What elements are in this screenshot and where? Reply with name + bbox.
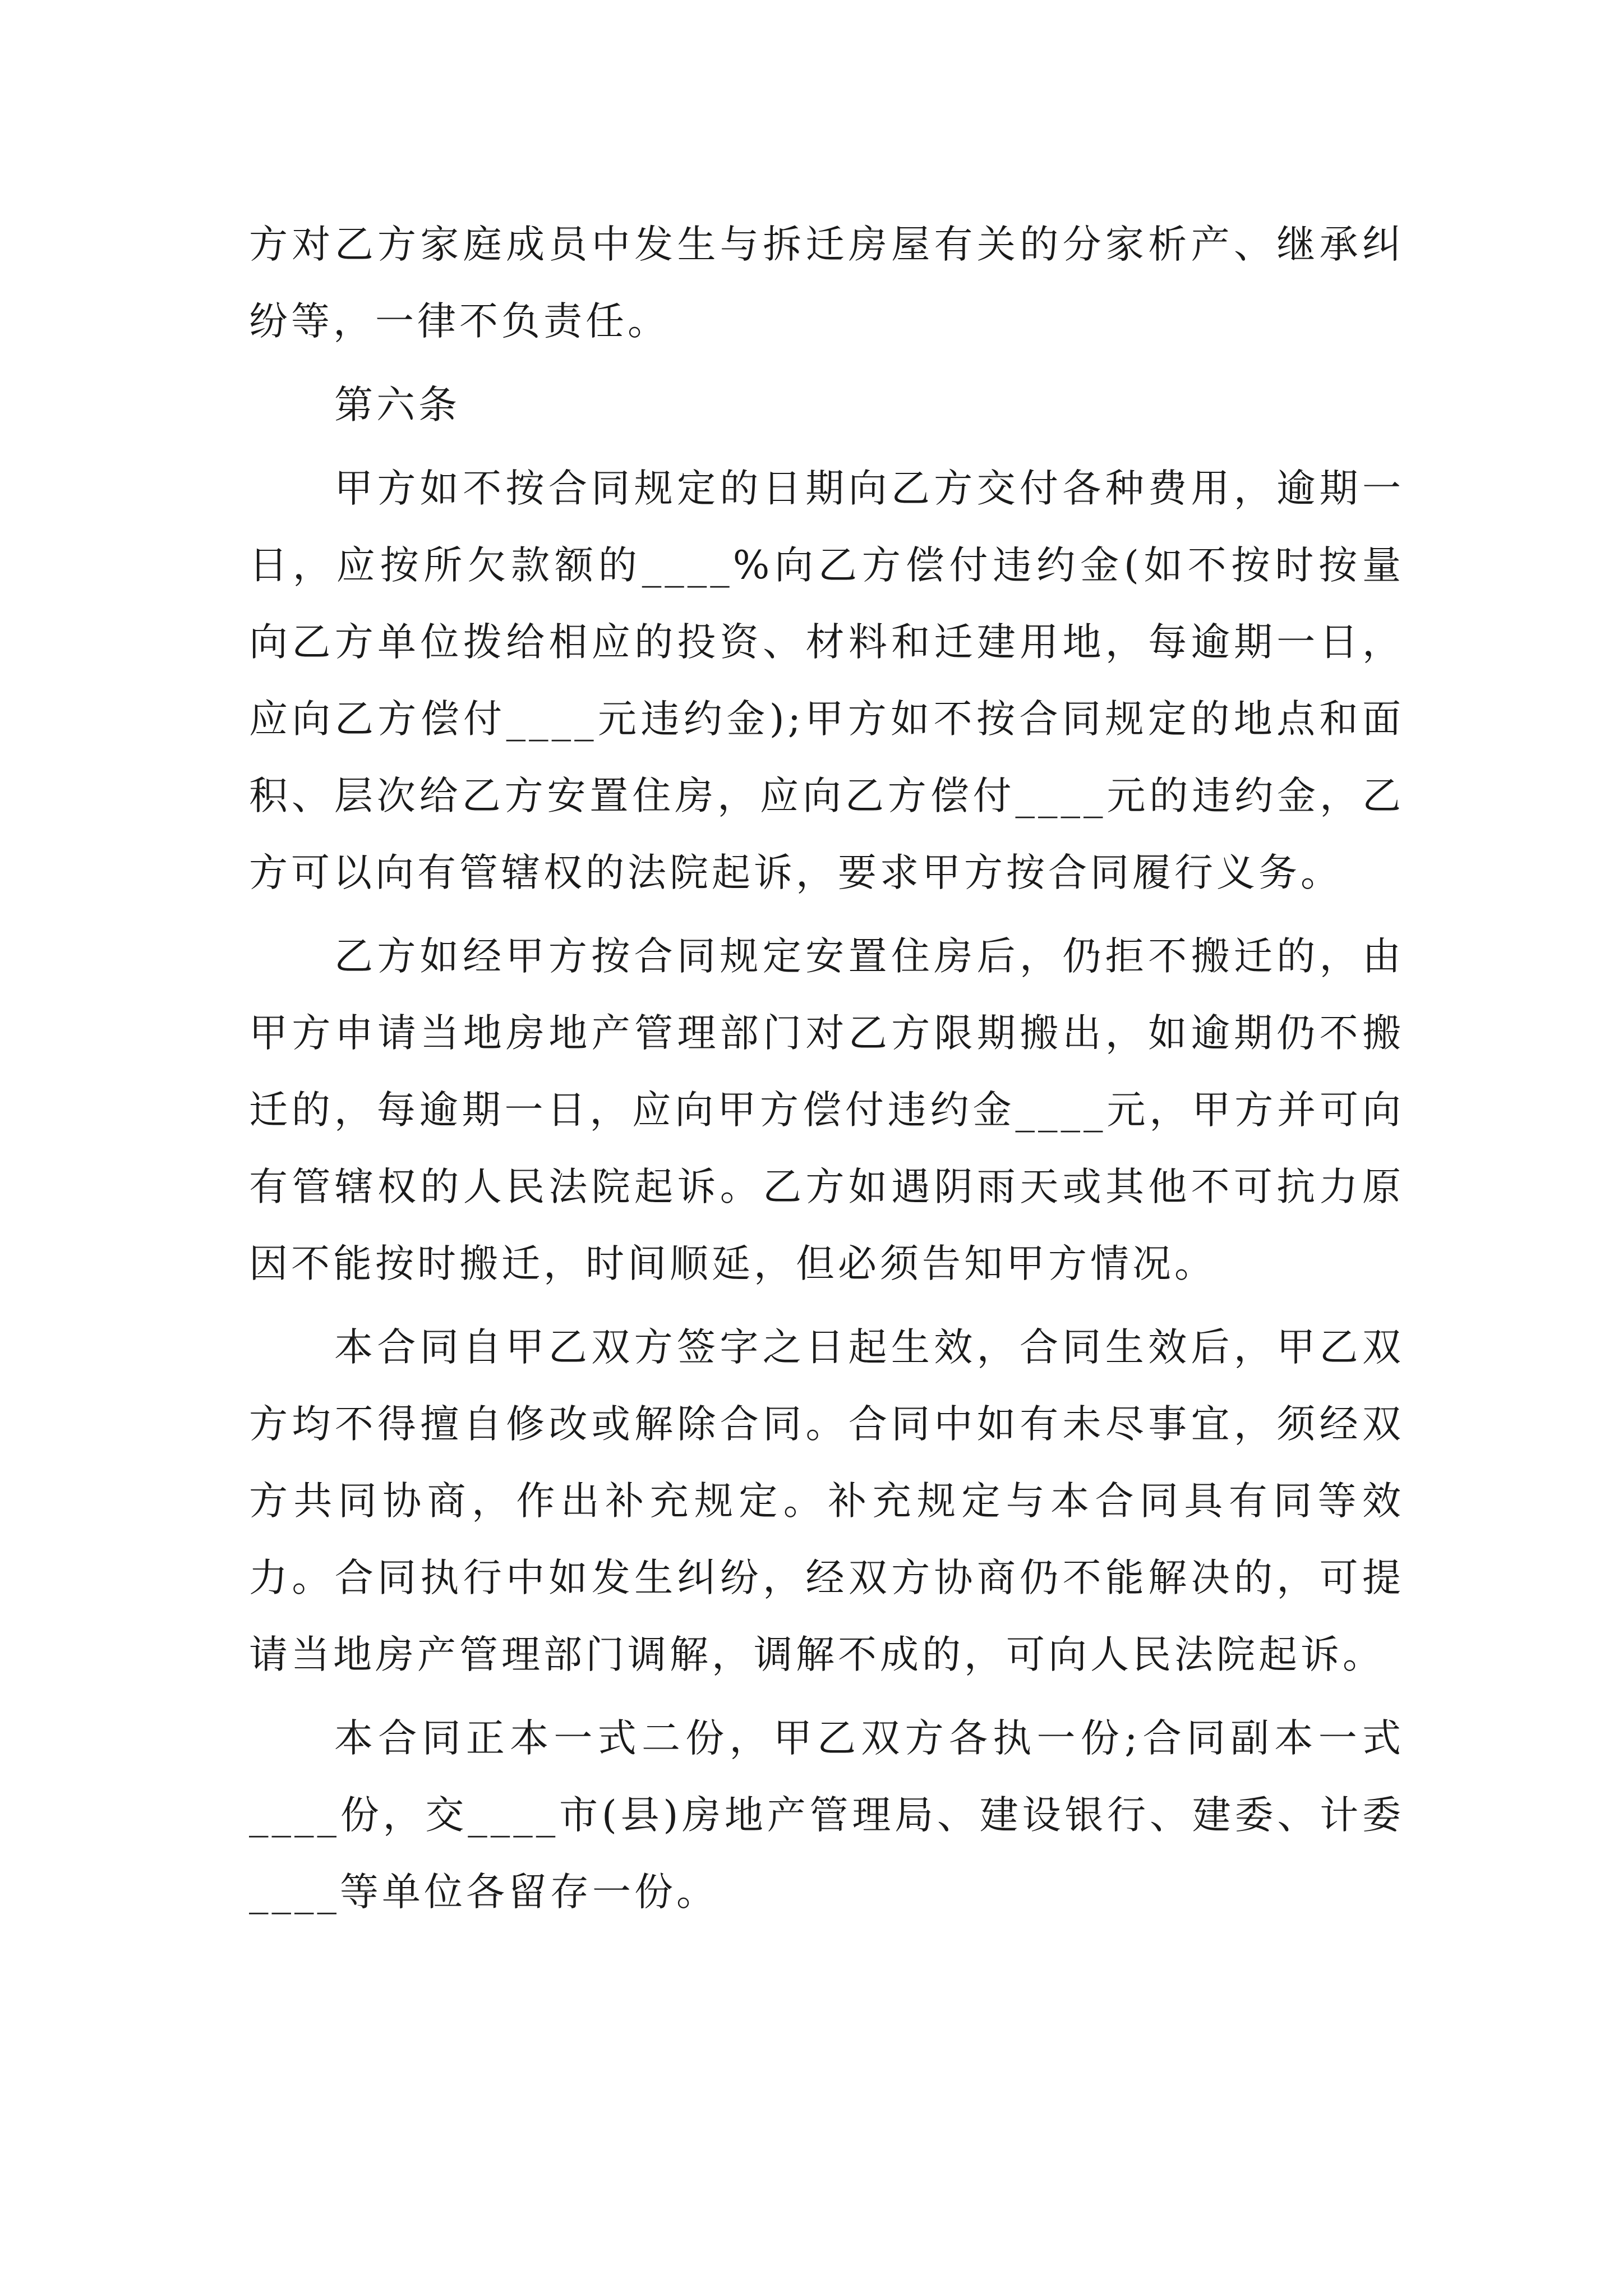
article-heading: 第六条 (334, 383, 460, 427)
document-body (249, 206, 1404, 1938)
paragraph-penalty-party-a: 甲方如不按合同规定的日期向乙方交付各种费用，逾期一日，应按所欠款额的____%向乙方偿付违约金(如不按时按量向乙方单位拨给相应的投资、材料和迁建用地，每逾期一日，应向乙方偿付____元违约金);甲方如不按合同规定的地点和面积、层次给乙方安置住房，应向乙方偿付____元的违约金，乙方可以向有管辖权的法院起诉，要求甲方按合同履行义务。 (249, 466, 1404, 895)
paragraph-continuation: 方对乙方家庭成员中发生与拆迁房屋有关的分家析产、继承纠纷等，一律不负责任。 (249, 222, 1404, 344)
paragraph-copies: 本合同正本一式二份，甲乙双方各执一份;合同副本一式____份，交____市(县)房地产管理局、建设银行、建委、计委____等单位各留存一份。 (249, 1716, 1404, 1915)
paragraph-effectiveness: 本合同自甲乙双方签字之日起生效，合同生效后，甲乙双方均不得擅自修改或解除合同。合同中如有未尽事宜，须经双方共同协商，作出补充规定。补充规定与本合同具有同等效力。合同执行中如发生纠纷，经双方协商仍不能解决的，可提请当地房产管理部门调解，调解不成的，可向人民法院起诉。 (249, 1325, 1404, 1677)
paragraph-penalty-party-b: 乙方如经甲方按合同规定安置住房后，仍拒不搬迁的，由甲方申请当地房地产管理部门对乙方限期搬出，如逾期仍不搬迁的，每逾期一日，应向甲方偿付违约金____元，甲方并可向有管辖权的人民法院起诉。乙方如遇阴雨天或其他不可抗力原因不能按时搬迁，时间顺延，但必须告知甲方情况。 (249, 934, 1404, 1286)
